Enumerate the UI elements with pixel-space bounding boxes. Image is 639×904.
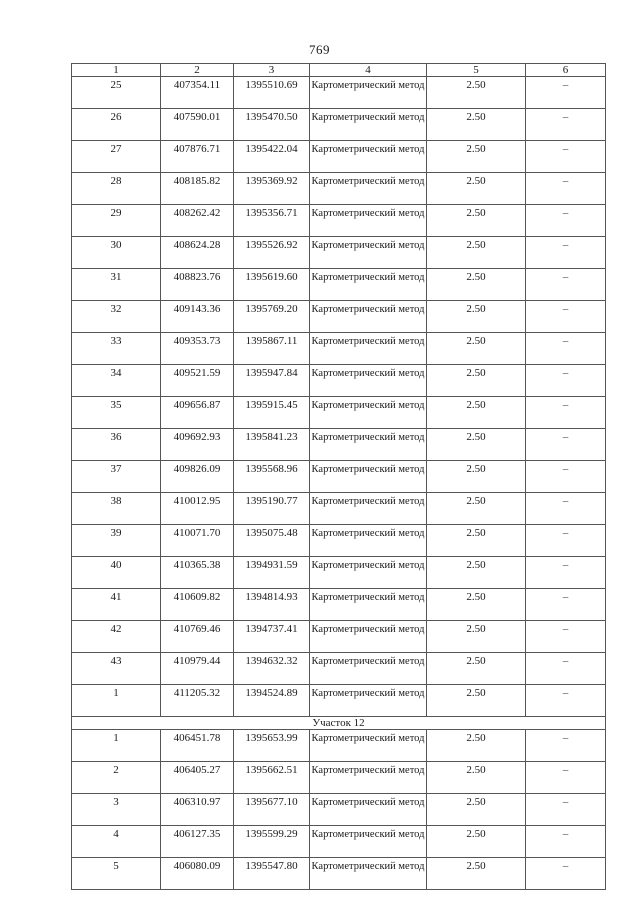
method-cell: Картометрический метод: [310, 525, 427, 557]
method-cell: Картометрический метод: [310, 762, 427, 794]
point-number-cell: 32: [72, 301, 161, 333]
x-coordinate-cell: 410012.95: [161, 493, 234, 525]
method-cell: Картометрический метод: [310, 858, 427, 890]
x-coordinate-cell: 408823.76: [161, 269, 234, 301]
y-coordinate-cell: 1394632.32: [234, 653, 310, 685]
point-number-cell: 38: [72, 493, 161, 525]
section-row: [72, 717, 606, 730]
note-cell: –: [526, 77, 606, 109]
point-number-cell: 1: [72, 730, 161, 762]
y-coordinate-cell: 1395075.48: [234, 525, 310, 557]
accuracy-cell: 2.50: [427, 237, 526, 269]
x-coordinate-cell: 406310.97: [161, 794, 234, 826]
x-coordinate-cell: 408624.28: [161, 237, 234, 269]
y-coordinate-cell: 1395599.29: [234, 826, 310, 858]
point-number-cell: 3: [72, 794, 161, 826]
y-coordinate-cell: 1395947.84: [234, 365, 310, 397]
note-cell: –: [526, 493, 606, 525]
note-cell: –: [526, 653, 606, 685]
accuracy-cell: 2.50: [427, 589, 526, 621]
accuracy-cell: 2.50: [427, 397, 526, 429]
x-coordinate-cell: 409656.87: [161, 397, 234, 429]
x-coordinate-cell: 411205.32: [161, 685, 234, 717]
note-cell: –: [526, 589, 606, 621]
method-cell: Картометрический метод: [310, 621, 427, 653]
table-body: [72, 64, 606, 890]
column-header: 4: [310, 64, 427, 77]
coordinates-table: [71, 63, 606, 890]
x-coordinate-cell: 409521.59: [161, 365, 234, 397]
method-cell: Картометрический метод: [310, 205, 427, 237]
point-number-cell: 34: [72, 365, 161, 397]
table-row: [72, 205, 606, 237]
note-cell: –: [526, 205, 606, 237]
point-number-cell: 31: [72, 269, 161, 301]
point-number-cell: 39: [72, 525, 161, 557]
note-cell: –: [526, 762, 606, 794]
point-number-cell: 42: [72, 621, 161, 653]
accuracy-cell: 2.50: [427, 525, 526, 557]
note-cell: –: [526, 730, 606, 762]
accuracy-cell: 2.50: [427, 794, 526, 826]
section-label: Участок 12: [72, 717, 606, 730]
table-row: [72, 301, 606, 333]
method-cell: Картометрический метод: [310, 826, 427, 858]
table-row: [72, 461, 606, 493]
note-cell: –: [526, 109, 606, 141]
method-cell: Картометрический метод: [310, 730, 427, 762]
method-cell: Картометрический метод: [310, 301, 427, 333]
accuracy-cell: 2.50: [427, 557, 526, 589]
point-number-cell: 1: [72, 685, 161, 717]
accuracy-cell: 2.50: [427, 685, 526, 717]
x-coordinate-cell: 410979.44: [161, 653, 234, 685]
y-coordinate-cell: 1395653.99: [234, 730, 310, 762]
point-number-cell: 29: [72, 205, 161, 237]
x-coordinate-cell: 406405.27: [161, 762, 234, 794]
note-cell: –: [526, 461, 606, 493]
point-number-cell: 25: [72, 77, 161, 109]
note-cell: –: [526, 333, 606, 365]
method-cell: Картометрический метод: [310, 237, 427, 269]
note-cell: –: [526, 557, 606, 589]
note-cell: –: [526, 525, 606, 557]
method-cell: Картометрический метод: [310, 493, 427, 525]
method-cell: Картометрический метод: [310, 365, 427, 397]
point-number-cell: 28: [72, 173, 161, 205]
note-cell: –: [526, 397, 606, 429]
x-coordinate-cell: 410609.82: [161, 589, 234, 621]
x-coordinate-cell: 407590.01: [161, 109, 234, 141]
table-row: [72, 794, 606, 826]
point-number-cell: 36: [72, 429, 161, 461]
point-number-cell: 40: [72, 557, 161, 589]
table-row: [72, 173, 606, 205]
x-coordinate-cell: 408185.82: [161, 173, 234, 205]
page-number: 769: [309, 42, 330, 57]
column-header: 3: [234, 64, 310, 77]
table-row: [72, 493, 606, 525]
method-cell: Картометрический метод: [310, 173, 427, 205]
y-coordinate-cell: 1395769.20: [234, 301, 310, 333]
y-coordinate-cell: 1395422.04: [234, 141, 310, 173]
point-number-cell: 30: [72, 237, 161, 269]
accuracy-cell: 2.50: [427, 461, 526, 493]
table-row: [72, 269, 606, 301]
table-row: [72, 77, 606, 109]
note-cell: –: [526, 141, 606, 173]
x-coordinate-cell: 408262.42: [161, 205, 234, 237]
accuracy-cell: 2.50: [427, 173, 526, 205]
y-coordinate-cell: 1395662.51: [234, 762, 310, 794]
point-number-cell: 5: [72, 858, 161, 890]
y-coordinate-cell: 1394524.89: [234, 685, 310, 717]
table-row: [72, 525, 606, 557]
note-cell: –: [526, 301, 606, 333]
table-row: [72, 826, 606, 858]
x-coordinate-cell: 406127.35: [161, 826, 234, 858]
x-coordinate-cell: 409353.73: [161, 333, 234, 365]
table-row: [72, 621, 606, 653]
accuracy-cell: 2.50: [427, 333, 526, 365]
method-cell: Картометрический метод: [310, 269, 427, 301]
x-coordinate-cell: 410769.46: [161, 621, 234, 653]
method-cell: Картометрический метод: [310, 653, 427, 685]
table-row: [72, 730, 606, 762]
x-coordinate-cell: 407354.11: [161, 77, 234, 109]
point-number-cell: 4: [72, 826, 161, 858]
method-cell: Картометрический метод: [310, 589, 427, 621]
y-coordinate-cell: 1395526.92: [234, 237, 310, 269]
note-cell: –: [526, 858, 606, 890]
x-coordinate-cell: 406080.09: [161, 858, 234, 890]
accuracy-cell: 2.50: [427, 205, 526, 237]
x-coordinate-cell: 409692.93: [161, 429, 234, 461]
accuracy-cell: 2.50: [427, 858, 526, 890]
method-cell: Картометрический метод: [310, 77, 427, 109]
table-row: [72, 653, 606, 685]
accuracy-cell: 2.50: [427, 77, 526, 109]
accuracy-cell: 2.50: [427, 269, 526, 301]
point-number-cell: 33: [72, 333, 161, 365]
method-cell: Картометрический метод: [310, 397, 427, 429]
accuracy-cell: 2.50: [427, 301, 526, 333]
table-row: [72, 762, 606, 794]
table-row: [72, 858, 606, 890]
point-number-cell: 43: [72, 653, 161, 685]
y-coordinate-cell: 1394737.41: [234, 621, 310, 653]
accuracy-cell: 2.50: [427, 365, 526, 397]
accuracy-cell: 2.50: [427, 826, 526, 858]
y-coordinate-cell: 1395190.77: [234, 493, 310, 525]
method-cell: Картометрический метод: [310, 141, 427, 173]
x-coordinate-cell: 410365.38: [161, 557, 234, 589]
point-number-cell: 35: [72, 397, 161, 429]
note-cell: –: [526, 237, 606, 269]
accuracy-cell: 2.50: [427, 621, 526, 653]
table-row: [72, 685, 606, 717]
table-row: [72, 397, 606, 429]
y-coordinate-cell: 1394931.59: [234, 557, 310, 589]
method-cell: Картометрический метод: [310, 333, 427, 365]
accuracy-cell: 2.50: [427, 109, 526, 141]
y-coordinate-cell: 1395867.11: [234, 333, 310, 365]
point-number-cell: 26: [72, 109, 161, 141]
note-cell: –: [526, 429, 606, 461]
note-cell: –: [526, 173, 606, 205]
table-row: [72, 141, 606, 173]
column-header: 5: [427, 64, 526, 77]
note-cell: –: [526, 269, 606, 301]
y-coordinate-cell: 1395677.10: [234, 794, 310, 826]
point-number-cell: 27: [72, 141, 161, 173]
x-coordinate-cell: 409143.36: [161, 301, 234, 333]
accuracy-cell: 2.50: [427, 653, 526, 685]
column-header: 6: [526, 64, 606, 77]
x-coordinate-cell: 407876.71: [161, 141, 234, 173]
y-coordinate-cell: 1395470.50: [234, 109, 310, 141]
method-cell: Картометрический метод: [310, 429, 427, 461]
point-number-cell: 2: [72, 762, 161, 794]
y-coordinate-cell: 1395915.45: [234, 397, 310, 429]
note-cell: –: [526, 685, 606, 717]
note-cell: –: [526, 826, 606, 858]
column-header: 2: [161, 64, 234, 77]
y-coordinate-cell: 1395369.92: [234, 173, 310, 205]
y-coordinate-cell: 1395356.71: [234, 205, 310, 237]
accuracy-cell: 2.50: [427, 141, 526, 173]
table-row: [72, 557, 606, 589]
y-coordinate-cell: 1395619.60: [234, 269, 310, 301]
y-coordinate-cell: 1395841.23: [234, 429, 310, 461]
y-coordinate-cell: 1395547.80: [234, 858, 310, 890]
point-number-cell: 41: [72, 589, 161, 621]
point-number-cell: 37: [72, 461, 161, 493]
table-row: [72, 109, 606, 141]
table-row: [72, 237, 606, 269]
note-cell: –: [526, 794, 606, 826]
accuracy-cell: 2.50: [427, 730, 526, 762]
table-header-row: [72, 64, 606, 77]
column-header: 1: [72, 64, 161, 77]
x-coordinate-cell: 406451.78: [161, 730, 234, 762]
accuracy-cell: 2.50: [427, 429, 526, 461]
table-row: [72, 589, 606, 621]
y-coordinate-cell: 1395568.96: [234, 461, 310, 493]
x-coordinate-cell: 409826.09: [161, 461, 234, 493]
method-cell: Картометрический метод: [310, 461, 427, 493]
note-cell: –: [526, 365, 606, 397]
accuracy-cell: 2.50: [427, 493, 526, 525]
y-coordinate-cell: 1395510.69: [234, 77, 310, 109]
method-cell: Картометрический метод: [310, 557, 427, 589]
y-coordinate-cell: 1394814.93: [234, 589, 310, 621]
method-cell: Картометрический метод: [310, 109, 427, 141]
x-coordinate-cell: 410071.70: [161, 525, 234, 557]
table-row: [72, 429, 606, 461]
accuracy-cell: 2.50: [427, 762, 526, 794]
table-row: [72, 333, 606, 365]
table-row: [72, 365, 606, 397]
method-cell: Картометрический метод: [310, 794, 427, 826]
method-cell: Картометрический метод: [310, 685, 427, 717]
note-cell: –: [526, 621, 606, 653]
